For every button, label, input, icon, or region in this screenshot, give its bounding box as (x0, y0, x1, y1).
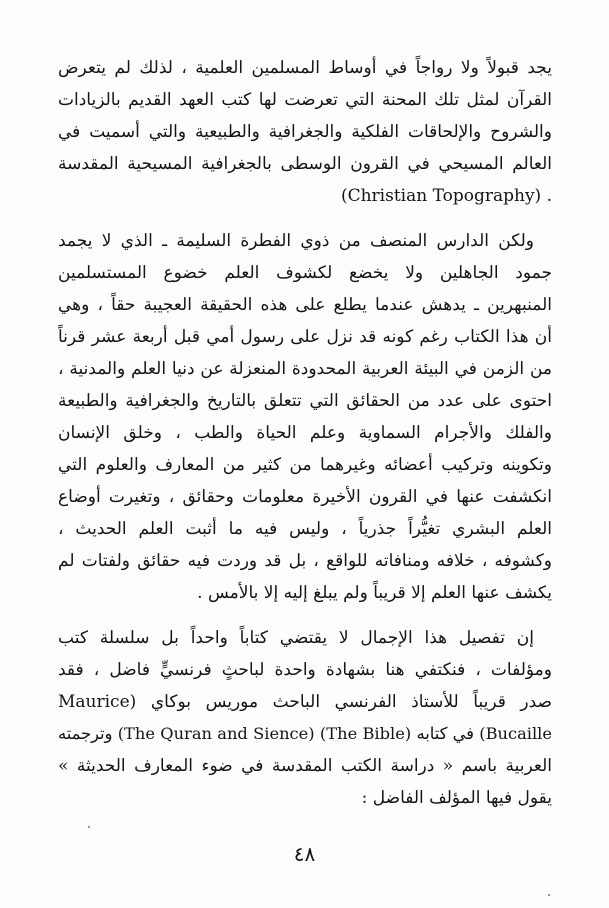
scan-speck (88, 826, 90, 828)
text-line: العربية باسم « دراسة الكتب المقدسة في ضوء المعارف الحديثة » (58, 756, 552, 776)
text-line: أن هذا الكتاب رغم كونه قد نزل على رسول أمي قبل أربعة عشر قرناً (58, 327, 552, 347)
text-line: يقول فيها المؤلف الفاضل : (361, 788, 552, 808)
text-line: والفلك والأجرام السماوية وعلم الحياة والطب ، وخلق الإنسان (58, 423, 552, 443)
text-line: وكشوفه ، خلافه ومنافاته للواقع ، بل قد وردت فيه حقائق ولفتات لم (58, 551, 552, 571)
text-line: انكشفت عنها في القرون الأخيرة معلومات وحقائق ، وتغيرت أوضاع (58, 487, 552, 507)
scan-speck (548, 894, 550, 896)
text-line: وتكوينه وتركيب أعضائه وغيرهما من كثير من المعارف والعلوم التي (58, 455, 552, 475)
paragraph-1 (58, 52, 552, 212)
text-line: والشروح والإلحاقات الفلكية والجغرافية والطبيعية والتي أسميت في (58, 122, 552, 142)
text-line: من الزمن في البيئة العربية المحدودة المنعزلة عن دنيا العلم والمدنية ، (58, 359, 552, 379)
text-line: المنبهرين ـ يدهش عندما يطلع على هذه الحقيقة العجيبة حقاً ، وهي (58, 295, 552, 315)
text-line: صدر قريباً للأستاذ الفرنسي الباحث موريس بوكاي (Maurice (58, 692, 552, 712)
page-number: ٤٨ (293, 842, 316, 866)
paragraph-3 (58, 622, 552, 814)
text-line: يكشف عنها العلم إلا قريباً ولم يبلغ إليه إلا بالأمس . (197, 583, 552, 603)
text-line: يجد قبولاً ولا رواجاً في أوساط المسلمين العلمية ، لذلك لم يتعرض (58, 58, 552, 78)
text-line: العالم المسيحي في القرون الوسطى بالجغرافية المسيحية المقدسة (58, 154, 552, 174)
text-line: ومؤلفات ، فنكتفي هنا بشهادة واحدة لباحثٍ فرنسيٍّ فاضل ، فقد (58, 660, 552, 680)
text-line: جمود الجاهلين ولا يخضع لكشوف العلم خضوع المستسلمين (58, 263, 552, 283)
text-line: احتوى على عدد من الحقائق التي تتعلق بالتاريخ والجغرافية والطبيعة (58, 391, 552, 411)
text-line: إن تفصيل هذا الإجمال لا يقتضي كتاباً واحداً بل سلسلة كتب (58, 628, 534, 648)
text-line: القرآن لمثل تلك المحنة التي تعرضت لها كتب العهد القديم بالزيادات (58, 90, 552, 110)
paragraph-2 (58, 225, 552, 609)
text-line: Bucaille) في كتابه (The Bible) (The Quran and Sience) وترجمته (58, 724, 552, 743)
text-line: العلم البشري تغيُّراً جذرياً ، وليس فيه ما أثبت العلم الحديث ، (58, 519, 552, 539)
text-line: ولكن الدارس المنصف من ذوي الفطرة السليمة ـ الذي لا يجمد (58, 231, 534, 251)
text-line: . (Christian Topography) (340, 186, 552, 206)
